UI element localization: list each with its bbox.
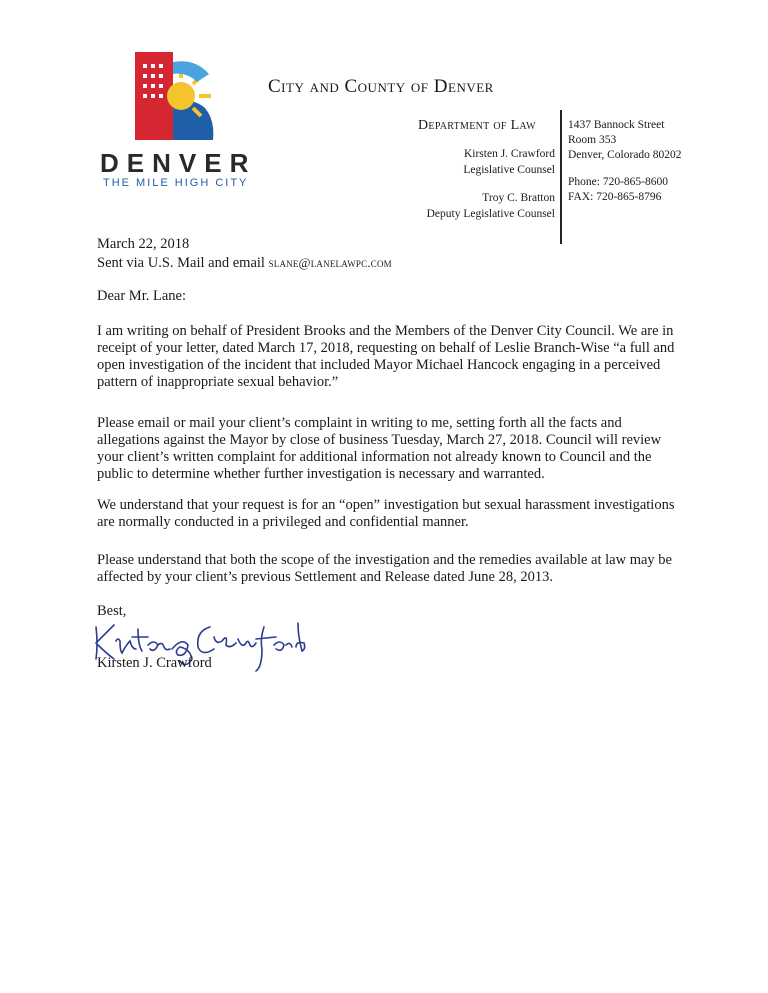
delivery-method: Sent via U.S. Mail and email (97, 255, 265, 271)
logo-wordmark: DENVER (100, 148, 257, 178)
address-city: Denver, Colorado 80202 (568, 149, 682, 161)
paragraph: Please email or mail your client’s complaint in writing to me, setting forth all the facts and allegations against the Mayor by close of business Tuesday, March 27, 2018. Council will review your client’s written complaint for additional information not already known to Council and the public to determine whether further investigation is necessary and warranted. (97, 415, 662, 482)
staff-title: Legislative Counsel (463, 164, 555, 176)
salutation: Dear Mr. Lane: (97, 288, 186, 304)
recipient-email: slane@lanelawpc.com (268, 255, 392, 270)
phone-number: Phone: 720-865-8600 (568, 176, 668, 188)
letter-date: March 22, 2018 (97, 236, 190, 252)
staff-name: Troy C. Bratton (482, 192, 555, 204)
staff-entry (463, 146, 555, 178)
paragraph: We understand that your request is for an “open” investigation but sexual harassment investigations are normally conducted in a privileged and confidential manner. (97, 497, 675, 530)
denver-logo (135, 52, 225, 142)
staff-name: Kirsten J. Crawford (463, 148, 555, 160)
paragraph: Please understand that both the scope of the investigation and the remedies available at law may be affected by your client’s previous Settlement and Release dated June 28, 2013. (97, 552, 672, 585)
department-name: Department of Law (418, 118, 536, 133)
header-divider (560, 110, 562, 244)
fax-number: FAX: 720-865-8796 (568, 191, 662, 203)
address-street: 1437 Bannock Street (568, 119, 665, 131)
letterhead-title: City and County of Denver (268, 76, 494, 97)
signer-name: Kirsten J. Crawford (97, 655, 212, 671)
staff-entry (427, 190, 555, 222)
delivery-line (97, 254, 687, 272)
closing: Best, (97, 603, 127, 619)
mailing-address (568, 118, 682, 163)
contact-numbers (568, 175, 668, 205)
staff-title: Deputy Legislative Counsel (426, 208, 555, 220)
paragraph: I am writing on behalf of President Brooks and the Members of the Denver City Council. We are in receipt of your letter, dated March 17, 2018, requesting on behalf of Leslie Branch-Wise “a full and open investigation of the incident that included Mayor Michael Hancock engaging in a perceived pattern of inappropriate sexual behavior.” (97, 323, 675, 390)
logo-tagline: THE MILE HIGH CITY (103, 177, 249, 189)
address-room: Room 353 (568, 134, 617, 146)
